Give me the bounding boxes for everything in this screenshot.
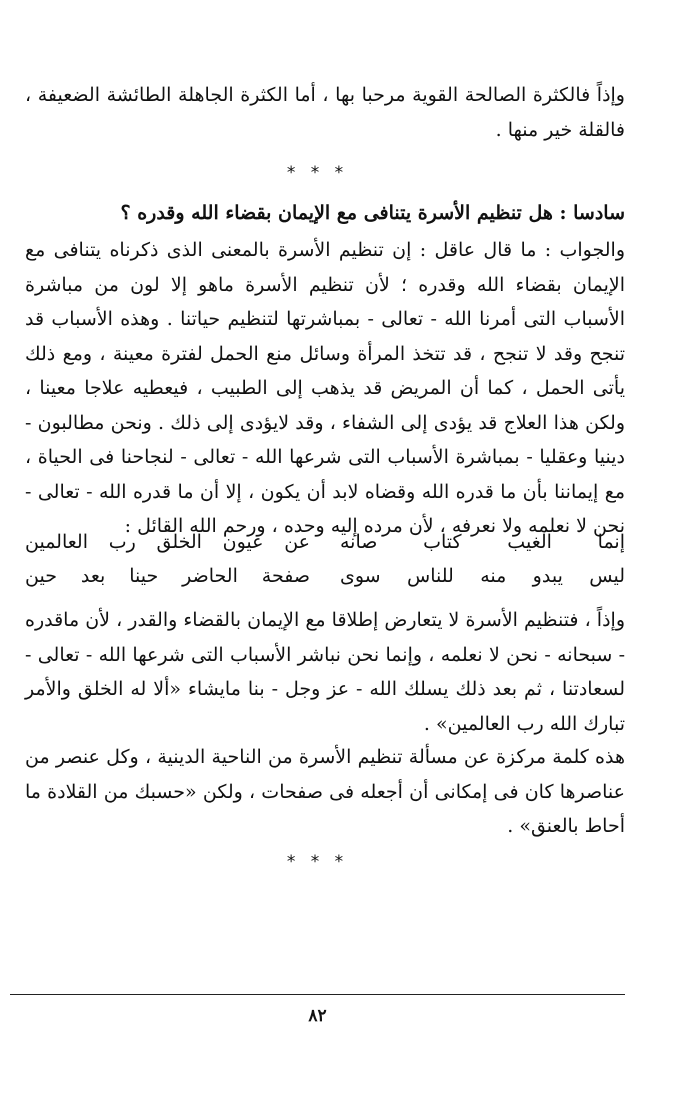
poem-verse-1 (25, 525, 625, 559)
closing-paragraph: هذه كلمة مركزة عن مسألة تنظيم الأسرة من الناحية الدينية ، وكل عنصر من عناصرها كان فى إمكانى أن أجعله فى صفحات ، ولكن «حسبك من القلادة ما أحاط بالعنق» . (25, 746, 625, 837)
section-heading: سادسا : هل تنظيم الأسرة يتنافى مع الإيمان بقضاء الله وقدره ؟ (120, 202, 625, 224)
poem-verse-1-second-hemistich: عن عيون الخلق رب العالمين (25, 531, 310, 553)
footer-divider (10, 994, 625, 995)
page-number: ٨٢ (308, 1006, 327, 1026)
poem-verse-1-first-hemistich: إنما الغيب كتاب صانه (340, 531, 625, 553)
section-separator-bottom: * * * (286, 852, 349, 872)
poem-verses (25, 525, 625, 593)
answer-paragraph: والجواب : ما قال عاقل : إن تنظيم الأسرة بالمعنى الذى ذكرناه يتنافى مع الإيمان بقضاء الله وقدره ؛ لأن تنظيم الأسرة ماهو إلا لون من مباشرة الأسباب التى أمرنا الله - تعالى - بمباشرتها لتنظيم حياتنا . وهذه الأسباب قد تنجح وقد لا تنجح ، قد تتخذ المرأة وسائل منع الحمل لفترة معينة ، ومع ذلك يأتى الحمل ، كما أن المريض قد يذهب إلى الطبيب ، فيعطيه علاجا معينا ، ولكن هذا العلاج قد يؤدى إلى الشفاء ، وقد لايؤدى إلى ذلك . ونحن مطالبون - دينيا وعقليا - بمباشرة الأسباب التى شرعها الله - تعالى - لنجاحنا فى الحياة ، مع إيماننا بأن ما قدره الله وقضاه لابد أن يكون ، إلا أن ما قدره الله - تعالى - نحن لا نعلمه ولا نعرفه ، لأن مرده إليه وحده ، ورحم الله القائل : (25, 239, 625, 537)
conclusion-paragraph: وإذاً ، فتنظيم الأسرة لا يتعارض إطلاقا مع الإيمان بالقضاء والقدر ، لأن ماقدره - سبحانه - نحن لا نعلمه ، وإنما نحن نباشر الأسباب التى شرعها الله - تعالى - لسعادتنا ، ثم بعد ذلك يسلك الله - عز وجل - بنا مايشاء «ألا له الخلق والأمر تبارك الله رب العالمين» . (25, 609, 625, 735)
poem-verse-2-first-hemistich: ليس يبدو منه للناس سوى (340, 565, 625, 587)
poem-verse-2 (25, 559, 625, 593)
intro-paragraph: وإذاً فالكثرة الصالحة القوية مرحبا بها ، أما الكثرة الجاهلة الطائشة الضعيفة ، فالقلة خير منها . (25, 84, 625, 141)
poem-verse-2-second-hemistich: صفحة الحاضر حينا بعد حين (25, 565, 310, 587)
section-separator-top: * * * (286, 163, 349, 183)
